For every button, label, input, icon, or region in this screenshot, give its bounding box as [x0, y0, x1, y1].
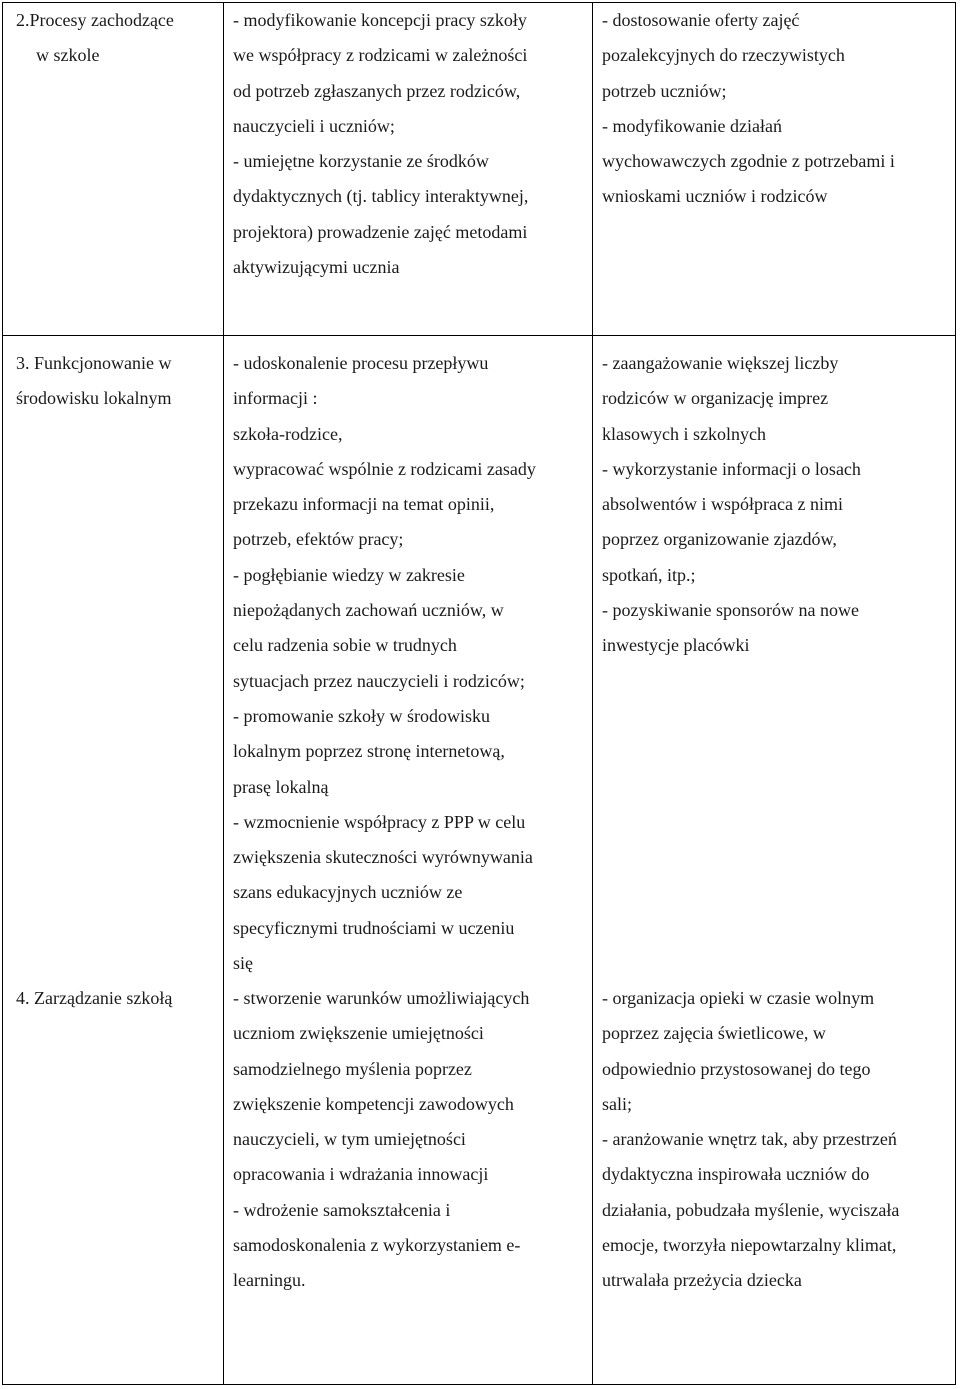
task-line: uczniom zwiększenie umiejętności: [233, 1023, 484, 1044]
task-line: - modyfikowanie koncepcji pracy szkoły: [233, 10, 527, 30]
area-line: 2.Procesy zachodzące: [16, 10, 174, 30]
document-table: [2, 2, 956, 1385]
area-line: 4. Zarządzanie szkołą: [16, 988, 173, 1008]
task-line: we współpracy z rodzicami w zależności: [233, 45, 528, 66]
outcome-line: działania, pobudzała myślenie, wyciszała: [602, 1199, 900, 1220]
outcome-line: - zaangażowanie większej liczby: [602, 353, 839, 373]
task-line: celu radzenia sobie w trudnych: [233, 635, 457, 656]
task-line: - wzmocnienie współpracy z PPP w celu: [233, 811, 526, 832]
row-2-tasks: [233, 346, 536, 981]
row-1-outcomes: [602, 3, 895, 215]
outcome-line: klasowych i szkolnych: [602, 423, 766, 444]
task-line: wypracować wspólnie z rodzicami zasady: [233, 458, 536, 479]
task-line: - promowanie szkoły w środowisku: [233, 705, 490, 726]
task-line: prasę lokalną: [233, 776, 329, 797]
row-1-area: [16, 3, 174, 74]
outcome-line: dydaktyczna inspirowała uczniów do: [602, 1164, 870, 1185]
outcome-line: rodziców w organizację imprez: [602, 388, 829, 409]
row-1-tasks: [233, 3, 528, 285]
task-line: zwiększenia skuteczności wyrównywania: [233, 847, 533, 868]
task-line: zwiększenie kompetencji zawodowych: [233, 1093, 514, 1114]
outcome-line: absolwentów i współpraca z nimi: [602, 494, 843, 515]
task-line: przekazu informacji na temat opinii,: [233, 494, 495, 515]
task-line: learningu.: [233, 1270, 306, 1291]
task-line: szkoła-rodzice,: [233, 423, 343, 444]
task-line: od potrzeb zgłaszanych przez rodziców,: [233, 80, 521, 101]
row-3-area: [16, 981, 172, 1016]
task-line: informacji :: [233, 388, 318, 409]
task-line: samodzielnego myślenia poprzez: [233, 1058, 472, 1079]
outcome-line: emocje, tworzyła niepowtarzalny klimat,: [602, 1235, 897, 1256]
task-line: się: [233, 953, 253, 974]
task-line: - pogłębianie wiedzy w zakresie: [233, 564, 465, 585]
row-2-area: [16, 346, 172, 417]
outcome-line: - aranżowanie wnętrz tak, aby przestrzeń: [602, 1129, 897, 1150]
outcome-line: potrzeb uczniów;: [602, 80, 727, 101]
column-divider: [592, 3, 593, 1384]
task-line: niepożądanych zachowań uczniów, w: [233, 600, 504, 621]
task-line: potrzeb, efektów pracy;: [233, 529, 404, 550]
task-line: specyficznymi trudnościami w uczeniu: [233, 917, 515, 938]
outcome-line: pozalekcyjnych do rzeczywistych: [602, 45, 845, 66]
outcome-line: wnioskami uczniów i rodziców: [602, 186, 828, 207]
task-line: nauczycieli i uczniów;: [233, 115, 395, 136]
task-line: - wdrożenie samokształcenia i: [233, 1199, 451, 1220]
row-divider: [3, 335, 955, 336]
outcome-line: poprzez organizowanie zjazdów,: [602, 529, 837, 550]
row-3-tasks: [233, 981, 529, 1299]
task-line: dydaktycznych (tj. tablicy interaktywnej,: [233, 186, 529, 207]
area-line: 3. Funkcjonowanie w: [16, 353, 172, 373]
column-divider: [223, 3, 224, 1384]
outcome-line: spotkań, itp.;: [602, 564, 696, 585]
outcome-line: poprzez zajęcia świetlicowe, w: [602, 1023, 826, 1044]
row-3-outcomes: [602, 981, 899, 1299]
task-line: sytuacjach przez nauczycieli i rodziców;: [233, 670, 525, 691]
task-line: szans edukacyjnych uczniów ze: [233, 882, 463, 903]
area-line: w szkole: [36, 45, 100, 66]
outcome-line: odpowiednio przystosowanej do tego: [602, 1058, 871, 1079]
outcome-line: - dostosowanie oferty zajęć: [602, 10, 800, 30]
outcome-line: - modyfikowanie działań: [602, 115, 782, 136]
task-line: aktywizującymi ucznia: [233, 257, 400, 278]
outcome-line: inwestycje placówki: [602, 635, 750, 656]
task-line: - stworzenie warunków umożliwiających: [233, 988, 530, 1008]
outcome-line: - wykorzystanie informacji o losach: [602, 458, 861, 479]
task-line: opracowania i wdrażania innowacji: [233, 1164, 489, 1185]
task-line: - umiejętne korzystanie ze środków: [233, 151, 489, 172]
outcome-line: utrwalała przeżycia dziecka: [602, 1270, 802, 1291]
area-line: środowisku lokalnym: [16, 388, 172, 409]
task-line: samodoskonalenia z wykorzystaniem e-: [233, 1235, 521, 1256]
row-2-outcomes: [602, 346, 861, 664]
task-line: nauczycieli, w tym umiejętności: [233, 1129, 466, 1150]
task-line: lokalnym poprzez stronę internetową,: [233, 741, 505, 762]
outcome-line: - organizacja opieki w czasie wolnym: [602, 988, 875, 1008]
task-line: projektora) prowadzenie zajęć metodami: [233, 221, 528, 242]
outcome-line: sali;: [602, 1093, 632, 1114]
outcome-line: - pozyskiwanie sponsorów na nowe: [602, 600, 859, 621]
task-line: - udoskonalenie procesu przepływu: [233, 353, 489, 373]
outcome-line: wychowawczych zgodnie z potrzebami i: [602, 151, 895, 172]
